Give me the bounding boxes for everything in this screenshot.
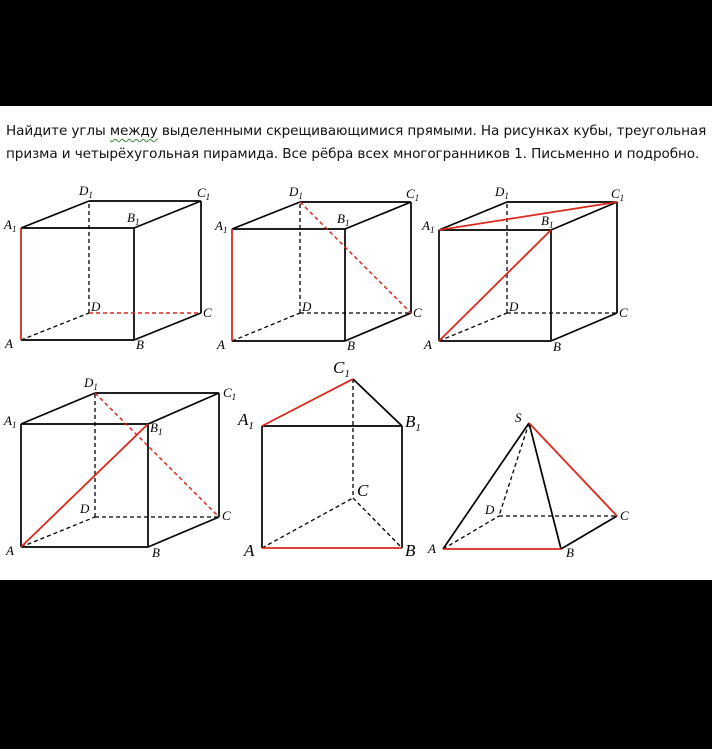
vertex-label-B: B xyxy=(136,337,144,352)
edge-A1D1 xyxy=(21,201,89,228)
vertex-label-A: A xyxy=(5,336,13,351)
vertex-label-C1: $C_1$ xyxy=(611,186,625,203)
vertex-label-B: B xyxy=(347,338,355,353)
highlight-line-A1C1 xyxy=(262,379,353,426)
vertex-label-D1: $D_1$ xyxy=(495,184,509,201)
vertex-label-A1: $A_1$ xyxy=(422,218,435,235)
vertex-label-A: A xyxy=(6,543,14,558)
highlight-line-A1C1 xyxy=(439,202,617,230)
vertex-label-C1: $C_1$ xyxy=(223,385,237,402)
vertex-label-D1: $D_1$ xyxy=(289,184,303,201)
vertex-label-C: C xyxy=(619,305,628,320)
vertex-label-A: A xyxy=(428,541,436,556)
vertex-label-B: B xyxy=(405,541,416,560)
edge-BC xyxy=(134,313,201,340)
vertex-label-B1: $B_1$ xyxy=(337,211,350,228)
vertex-label-D: D xyxy=(485,502,495,517)
edge-BC xyxy=(345,313,411,341)
highlight-line-SC xyxy=(529,423,617,516)
hidden-edge-AC xyxy=(262,498,353,548)
edge-BC xyxy=(551,313,617,341)
hidden-edge-AD xyxy=(443,516,499,549)
highlight-line-AB1 xyxy=(21,424,148,547)
vertex-label-B: B xyxy=(553,339,561,354)
vertex-label-A: A xyxy=(424,337,432,352)
vertex-label-D1: $D_1$ xyxy=(84,375,98,392)
vertex-label-C: C xyxy=(357,481,369,500)
vertex-label-D: D xyxy=(80,501,90,516)
vertex-label-D: D xyxy=(91,299,101,314)
edge-A1D1 xyxy=(439,202,507,230)
edge-SA xyxy=(443,423,529,549)
task-text-underlined-word: между xyxy=(109,123,158,139)
task-text-part1: Найдите углы xyxy=(6,123,110,139)
vertex-label-A1: $A_1$ xyxy=(4,413,17,430)
figure-cube-1 xyxy=(3,183,212,352)
vertex-label-C: C xyxy=(620,508,629,523)
figure-cube-3 xyxy=(421,184,628,354)
vertex-label-C: C xyxy=(413,305,422,320)
hidden-edge-AD xyxy=(21,313,89,340)
edge-SB xyxy=(529,423,561,549)
figure-quadrilateral-pyramid xyxy=(427,410,629,560)
figure-cube-4 xyxy=(3,375,236,560)
highlight-line-AB1 xyxy=(439,230,551,341)
vertex-label-C1: $C_1$ xyxy=(333,358,350,380)
vertex-label-A: A xyxy=(244,541,255,560)
vertex-label-C1: $C_1$ xyxy=(197,185,211,202)
task-text-part2: выделенными скрещивающимися прямыми. На рисунках кубы, треугольная призма и четырёхугольная пирамида. Все рёбра всех многогранников 1. Письменно и подробно. xyxy=(6,123,707,162)
vertex-label-B1: $B_1$ xyxy=(150,420,163,437)
hidden-edge-AD xyxy=(21,517,95,547)
vertex-label-B: B xyxy=(566,545,574,560)
hidden-edge-SD xyxy=(499,423,529,516)
figure-cube-2 xyxy=(214,184,422,353)
vertex-label-S: S xyxy=(515,410,522,425)
vertex-label-A1: $A_1$ xyxy=(4,217,17,234)
highlight-line-D1C xyxy=(95,393,219,517)
highlight-line-D1C xyxy=(300,202,411,313)
vertex-label-A: A xyxy=(217,337,225,352)
hidden-edge-CB xyxy=(353,498,402,548)
vertex-label-A1: $A_1$ xyxy=(238,410,254,432)
vertex-label-C1: $C_1$ xyxy=(406,186,420,203)
edge-B1C1 xyxy=(148,393,219,424)
vertex-label-D: D xyxy=(302,299,312,314)
figures-canvas xyxy=(0,106,712,580)
vertex-label-B: B xyxy=(152,545,160,560)
hidden-edge-AD xyxy=(232,313,300,341)
hidden-edge-AD xyxy=(439,313,507,341)
edge-BC xyxy=(148,517,219,547)
vertex-label-B1: $B_1$ xyxy=(127,210,140,227)
edge-A1D1 xyxy=(21,393,95,424)
edge-C1B1 xyxy=(353,379,402,426)
edge-B1C1 xyxy=(345,202,411,229)
vertex-label-C: C xyxy=(222,508,231,523)
vertex-label-C: C xyxy=(203,305,212,320)
problem-sheet xyxy=(0,106,712,580)
vertex-label-A1: $A_1$ xyxy=(215,218,228,235)
vertex-label-B1: $B_1$ xyxy=(541,213,554,230)
vertex-label-D: D xyxy=(509,299,519,314)
edge-A1D1 xyxy=(232,202,300,229)
edge-B1C1 xyxy=(551,202,617,230)
figure-triangular-prism xyxy=(237,358,421,560)
vertex-label-B1: $B_1$ xyxy=(405,412,421,434)
edge-B1C1 xyxy=(134,201,201,228)
vertex-label-D1: $D_1$ xyxy=(79,183,93,200)
